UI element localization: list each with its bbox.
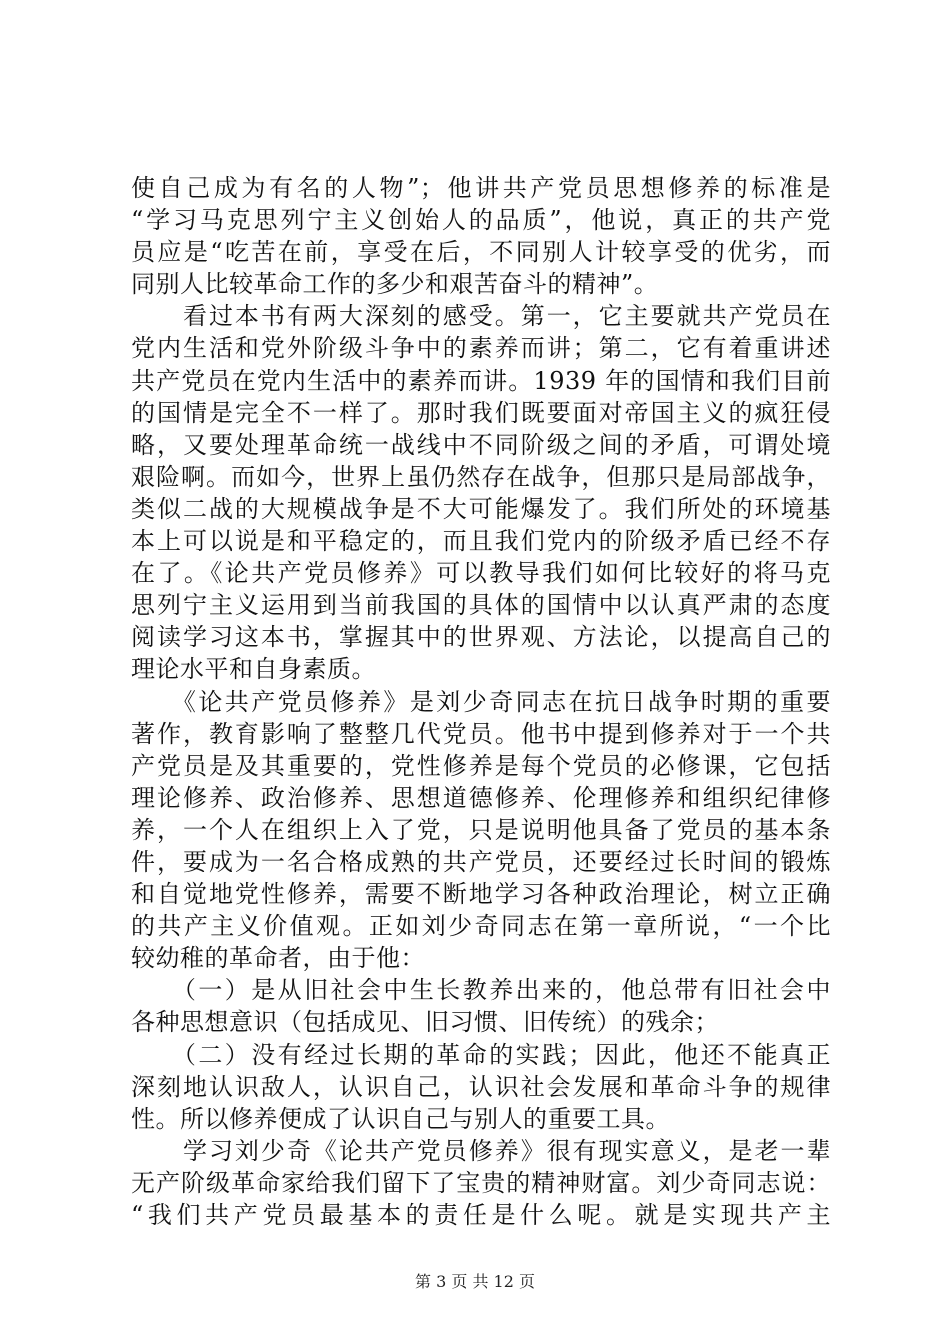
text-line: 在了。《论共产党员修养》可以教导我们如何比较好的将马克 xyxy=(131,559,831,588)
text-line: 党内生活和党外阶级斗争中的素养而讲；第二，它有着重讲述 xyxy=(131,334,831,363)
text-line: 产党员是及其重要的，党性修养是每个党员的必修课，它包括 xyxy=(131,751,831,780)
text-line: 使自己成为有名的人物”；他讲共产党员思想修养的标准是 xyxy=(131,174,831,202)
text-line: 较幼稚的革命者，由于他： xyxy=(131,944,425,973)
text-line: 性。所以修养便成了认识自己与别人的重要工具。 xyxy=(131,1104,670,1133)
text-line: 类似二战的大规模战争是不大可能爆发了。我们所处的环境基 xyxy=(131,494,831,523)
text-line: 的共产主义价值观。正如刘少奇同志在第一章所说，“一个比 xyxy=(131,912,831,941)
text-line: 深刻地认识敌人，认识自己，认识社会发展和革命斗争的规律 xyxy=(131,1072,831,1101)
text-line: 阅读学习这本书，掌握其中的世界观、方法论，以提高自己的 xyxy=(131,623,831,652)
text-line: 无产阶级革命家给我们留下了宝贵的精神财富。刘少奇同志说： xyxy=(131,1168,831,1197)
text-line: （一）是从旧社会中生长教养出来的，他总带有旧社会中 xyxy=(131,976,831,1005)
text-line: 件，要成为一名合格成熟的共产党员，还要经过长时间的锻炼 xyxy=(131,847,831,876)
text-line: 《论共产党员修养》是刘少奇同志在抗日战争时期的重要 xyxy=(131,687,831,716)
text-line: 看过本书有两大深刻的感受。第一，它主要就共产党员在 xyxy=(131,302,831,331)
text-line: 艰险啊。而如今，世界上虽仍然存在战争，但那只是局部战争， xyxy=(131,462,831,491)
text-line: 同别人比较革命工作的多少和艰苦奋斗的精神”。 xyxy=(131,270,659,299)
text-line: “我们共产党员最基本的责任是什么呢。就是实现共产主 xyxy=(131,1201,831,1229)
text-line: 的国情是完全不一样了。那时我们既要面对帝国主义的疯狂侵 xyxy=(131,398,831,427)
text-line: 理论水平和自身素质。 xyxy=(131,655,376,684)
text-line: 理论修养、政治修养、思想道德修养、伦理修养和组织纪律修 xyxy=(131,783,831,812)
page-number-footer: 第 3 页 共 12 页 xyxy=(415,1272,535,1291)
text-line: 和自觉地党性修养，需要不断地学习各种政治理论，树立正确 xyxy=(131,880,831,909)
text-line: 思列宁主义运用到当前我国的具体的国情中以认真严肃的态度 xyxy=(131,591,831,620)
text-line: “学习马克思列宁主义创始人的品质”，他说，真正的共产党 xyxy=(131,206,831,235)
text-line: 各种思想意识（包括成见、旧习惯、旧传统）的残余； xyxy=(131,1008,719,1037)
text-line: 员应是“吃苦在前，享受在后，不同别人计较享受的优劣，而 xyxy=(131,238,831,267)
text-line: 略，又要处理革命统一战线中不同阶级之间的矛盾，可谓处境 xyxy=(131,430,831,459)
text-line: 养，一个人在组织上入了党，只是说明他具备了党员的基本条 xyxy=(131,815,831,844)
text-line: 共产党员在党内生活中的素养而讲。1939 年的国情和我们目前 xyxy=(131,366,831,395)
text-line: 著作，教育影响了整整几代党员。他书中提到修养对于一个共 xyxy=(131,719,831,748)
text-line: （二）没有经过长期的革命的实践；因此，他还不能真正 xyxy=(131,1040,831,1069)
body-text xyxy=(131,172,831,1231)
text-line: 学习刘少奇《论共产党员修养》很有现实意义，是老一辈 xyxy=(131,1136,831,1165)
text-line: 本上可以说是和平稳定的，而且我们党内的阶级矛盾已经不存 xyxy=(131,527,831,556)
